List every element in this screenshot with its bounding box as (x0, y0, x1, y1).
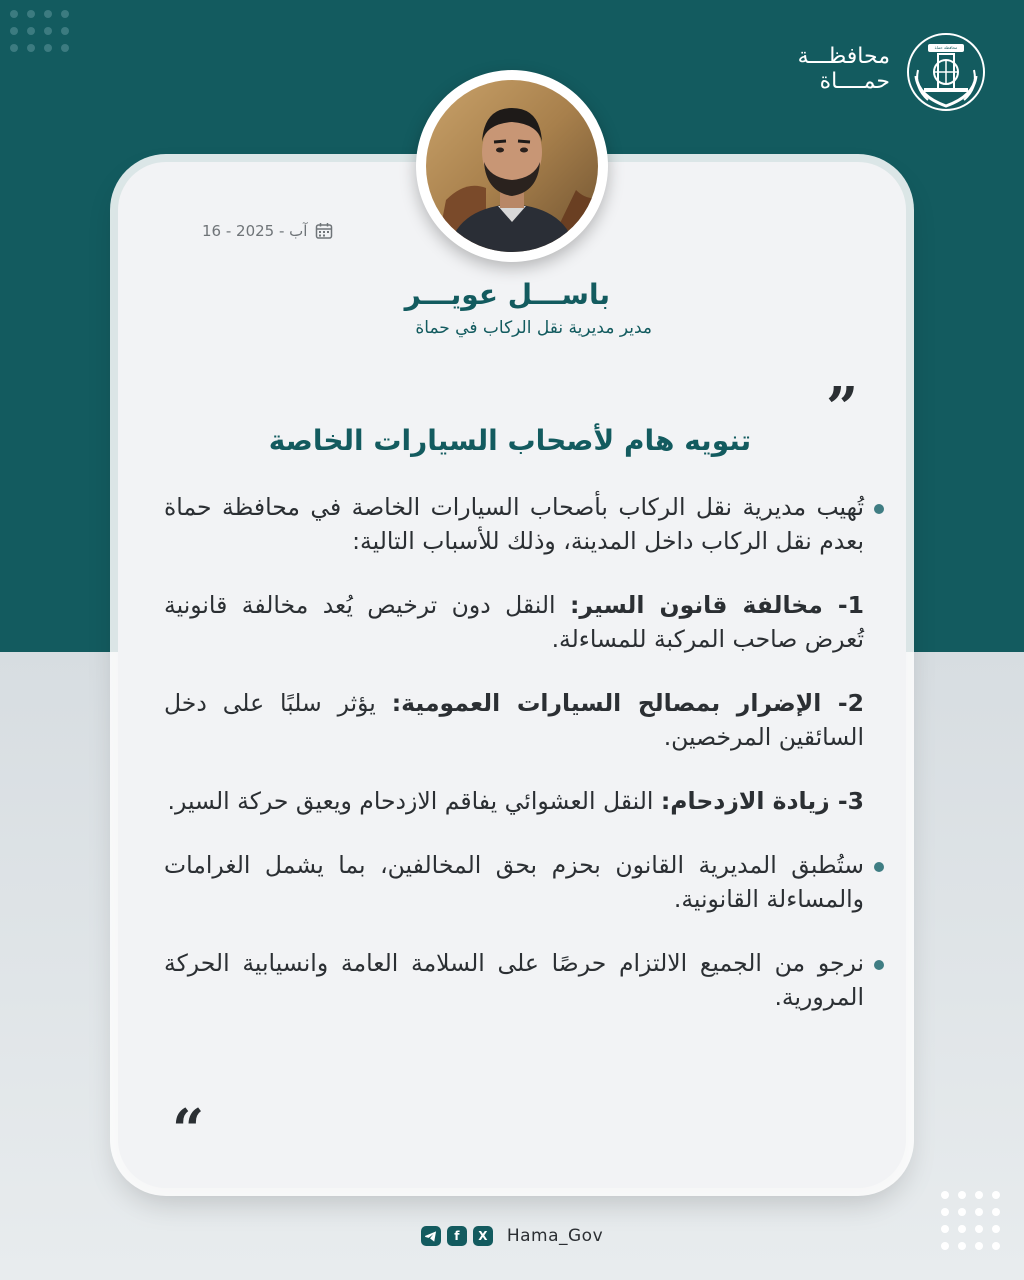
logo-line-1: محافظـــة (797, 44, 890, 69)
closing-paragraph: نرجو من الجميع الالتزام حرصًا على السلامة العامة وانسيابية الحركة المرورية. (164, 946, 864, 1014)
reason-2-heading: 2- الإضرار بمصالح السيارات العمومية: (391, 689, 865, 717)
person-role: مدير مديرية نقل الركاب في حماة (415, 318, 652, 338)
x-icon[interactable]: X (473, 1226, 493, 1246)
hama-emblem-icon (904, 30, 988, 114)
open-quote-icon: ” (826, 375, 859, 441)
announcement-title: تنويه هام لأصحاب السيارات الخاصة (268, 424, 752, 457)
announcement-body (164, 490, 864, 1014)
avatar (426, 80, 598, 252)
social-handle[interactable]: Hama_Gov (506, 1226, 604, 1246)
reason-1 (164, 588, 864, 656)
reason-3 (164, 784, 864, 818)
reason-2 (164, 686, 864, 754)
date-text: 16 - آب - 2025 (202, 222, 308, 240)
calendar-icon (315, 222, 333, 240)
decorative-dots-top (10, 10, 69, 52)
reason-1-text: النقل دون ترخيص يُعد مخالفة قانونية تُعرض صاحب المركبة للمساءلة. (164, 591, 864, 653)
date-row (202, 222, 333, 240)
telegram-icon[interactable] (421, 1226, 441, 1246)
person-name: باســـل عويـــر (404, 278, 610, 311)
reason-3-heading: 3- زيادة الازدحام: (660, 787, 864, 815)
governorate-logo-text (798, 44, 890, 95)
emblem-seal-text: محافظة حماة (934, 46, 958, 50)
avatar-frame (416, 70, 608, 262)
logo-line-2: حمــــاة (819, 69, 890, 95)
social-footer (0, 1226, 1024, 1246)
reason-2-text: يؤثر سلبًا على دخل السائقين المرخصين. (164, 689, 864, 751)
intro-paragraph: تُهيب مديرية نقل الركاب بأصحاب السيارات الخاصة في محافظة حماة بعدم نقل الركاب داخل المدينة، وذلك للأسباب التالية: (164, 490, 864, 558)
close-quote-icon: “ (172, 1097, 205, 1163)
reason-3-text: النقل العشوائي يفاقم الازدحام ويعيق حركة السير. (167, 787, 661, 815)
reason-1-heading: 1- مخالفة قانون السير: (570, 591, 865, 619)
enforcement-paragraph: ستُطبق المديرية القانون بحزم بحق المخالفين، بما يشمل الغرامات والمساءلة القانونية. (164, 848, 864, 916)
facebook-icon[interactable]: f (447, 1226, 467, 1246)
decorative-dots-bottom (941, 1191, 1000, 1250)
